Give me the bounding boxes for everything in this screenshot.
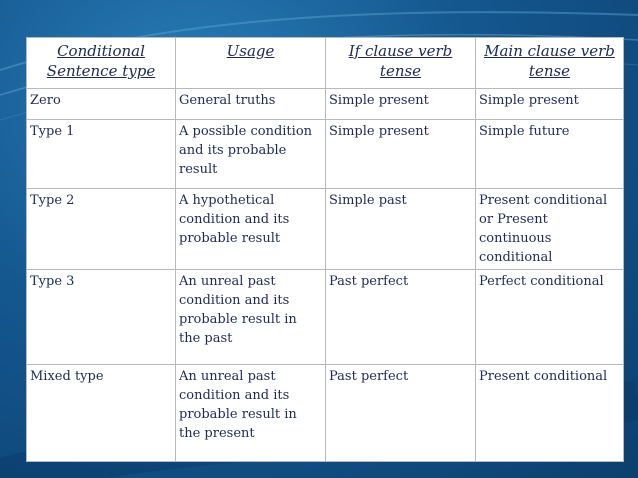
table-row <box>27 270 624 365</box>
cell-main-tense: Present conditional or Present continuous conditional <box>476 189 624 270</box>
cell-type: Type 2 <box>27 189 176 270</box>
cell-if-tense: Simple present <box>326 89 476 120</box>
cell-if-tense: Simple past <box>326 189 476 270</box>
cell-type: Type 1 <box>27 120 176 189</box>
conditional-table <box>26 37 624 462</box>
table-row <box>27 365 624 462</box>
table-row <box>27 89 624 120</box>
cell-type: Mixed type <box>27 365 176 462</box>
cell-if-tense: Simple present <box>326 120 476 189</box>
cell-if-tense: Past perfect <box>326 270 476 365</box>
cell-main-tense: Present conditional <box>476 365 624 462</box>
cell-if-tense: Past perfect <box>326 365 476 462</box>
cell-usage: A possible condition and its probable result <box>176 120 326 189</box>
cell-main-tense: Perfect conditional <box>476 270 624 365</box>
header-usage: Usage <box>176 38 326 89</box>
cell-usage: A hypothetical condition and its probable result <box>176 189 326 270</box>
cell-main-tense: Simple present <box>476 89 624 120</box>
table-row <box>27 120 624 189</box>
header-sentence-type: Conditional Sentence type <box>27 38 176 89</box>
table-row <box>27 189 624 270</box>
cell-type: Zero <box>27 89 176 120</box>
header-main-clause-tense: Main clause verb tense <box>476 38 624 89</box>
cell-usage: An unreal past condition and its probable result in the present <box>176 365 326 462</box>
cell-usage: An unreal past condition and its probable result in the past <box>176 270 326 365</box>
header-if-clause-tense: If clause verb tense <box>326 38 476 89</box>
cell-type: Type 3 <box>27 270 176 365</box>
cell-usage: General truths <box>176 89 326 120</box>
table-header-row <box>27 38 624 89</box>
cell-main-tense: Simple future <box>476 120 624 189</box>
